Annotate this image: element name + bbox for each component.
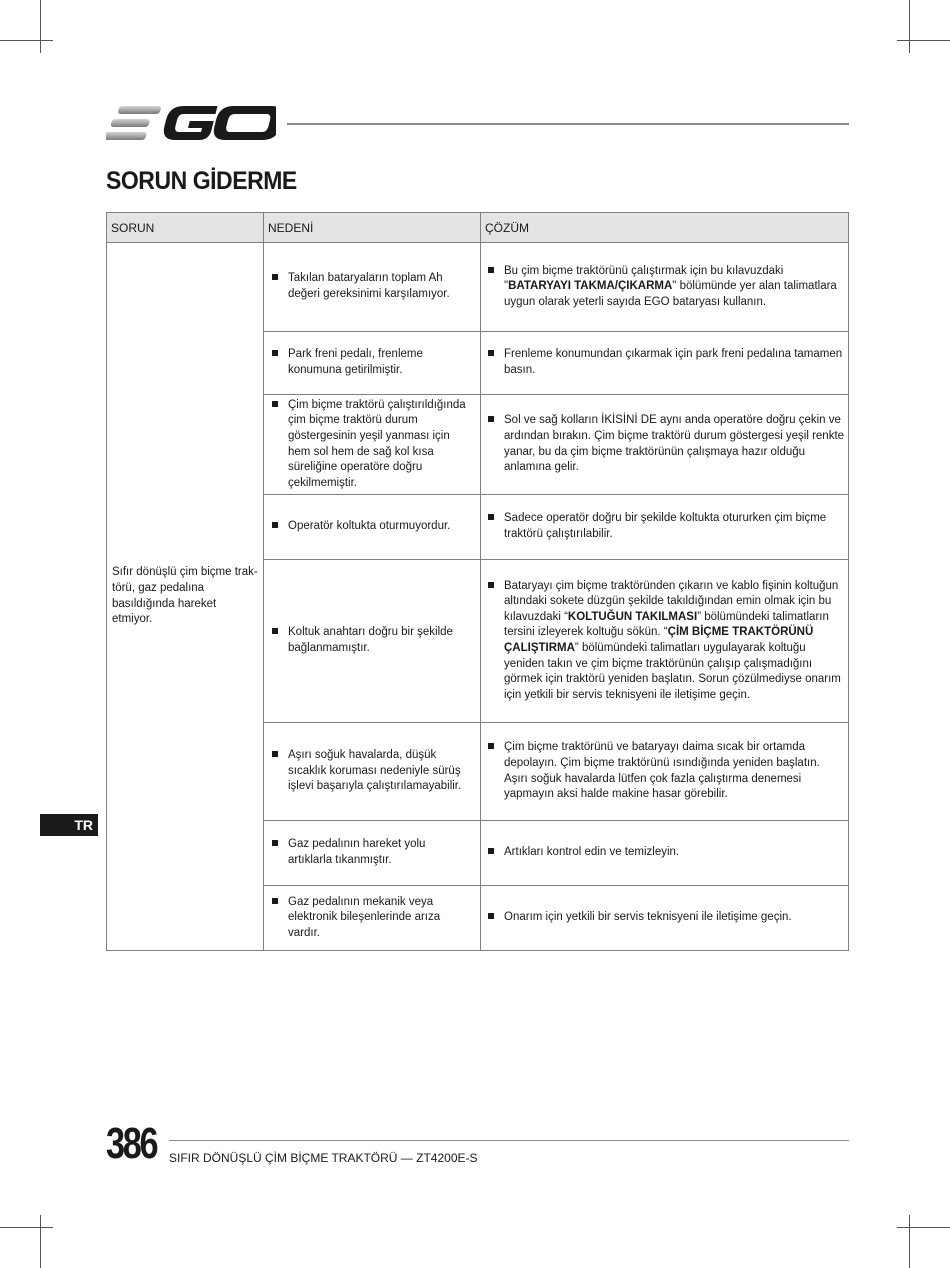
solution-text <box>504 740 845 802</box>
bullet-square-icon <box>272 271 288 285</box>
cause-cell <box>264 495 481 560</box>
bullet-square-icon <box>488 740 504 754</box>
solution-text <box>504 264 845 311</box>
bullet-square-icon <box>272 895 288 909</box>
solution-bullet <box>488 264 845 311</box>
solution-segment: ” bölümündeki talimatları uygulayarak koltuğu yeniden takın ve çim biçme traktörünün çalışıp çalışmadığını görmek için traktörü yeniden başlatın. Sorun çözülmediyse onarım için yetkili bir servis teknisyeni ile iletişime geçin. <box>504 642 841 701</box>
solution-bullet <box>488 740 845 802</box>
bullet-square-icon <box>272 625 288 639</box>
solution-segment: Artıkları kontrol edin ve temizleyin. <box>504 846 680 859</box>
cause-cell <box>264 395 481 495</box>
crop-mark <box>0 40 53 41</box>
cause-text: Takılan bataryaların toplam Ah değeri gereksinimi karşılamıyor. <box>288 272 450 300</box>
bullet-square-icon <box>272 837 288 851</box>
solution-segment: Sadece operatör doğru bir şekilde koltukta otururken çim biçme traktörü çalıştırılabilir. <box>504 512 827 540</box>
cause-text: Çim biçme traktörü çalıştırıldığında çim biçme traktörü durum göstergesinin yeşil yanması için hem sol hem de sağ kol kısa süreliğine operatöre doğru çekilmemiştir. <box>288 398 466 489</box>
crop-mark <box>897 1227 950 1228</box>
cause-cell <box>264 723 481 821</box>
problem-cell: Sıfır dönüşlü çim biçme traktörü, gaz pedalına basıldığında hareket etmiyor. <box>107 243 264 951</box>
solution-cell <box>481 886 849 951</box>
language-tab: TR <box>40 814 98 836</box>
cause-cell <box>264 821 481 886</box>
cause-text: Gaz pedalının mekanik veya elektronik bileşenlerinde arıza vardır. <box>288 895 441 939</box>
page-number: 386 <box>106 1119 157 1168</box>
crop-mark <box>909 1215 910 1268</box>
crop-mark <box>897 40 950 41</box>
crop-mark <box>40 1215 41 1268</box>
solution-text <box>504 910 845 926</box>
solution-segment: KOLTUĞUN TAKILMASI <box>567 610 698 623</box>
solution-text <box>504 347 845 378</box>
solution-segment: " bölümünde yer alan talimatlara uygun olarak yeterli sayıda EGO bataryası kullanın. <box>504 280 837 308</box>
header-solution: ÇÖZÜM <box>481 213 849 243</box>
bullet-square-icon <box>488 910 504 924</box>
bullet-square-icon <box>272 519 288 533</box>
cause-bullet <box>272 519 472 535</box>
cause-cell <box>264 243 481 332</box>
solution-text <box>504 511 845 542</box>
solution-bullet <box>488 413 845 475</box>
solution-segment: Bataryayı çim biçme traktöründen çıkarın ve kablo fişinin koltuğun altındaki sokete düzgün şekilde takıldığından emin olmak için bu kılavuzdaki “ <box>504 579 839 623</box>
header-cause: NEDENİ <box>264 213 481 243</box>
solution-segment: ” bölümündeki talimatların tersini izleyerek koltuğu sökün. “ <box>504 610 829 639</box>
crop-mark <box>40 0 41 53</box>
solution-cell <box>481 243 849 332</box>
cause-bullet <box>272 895 472 942</box>
bullet-square-icon <box>272 347 288 361</box>
ego-logo <box>106 104 276 142</box>
solution-bullet <box>488 579 845 704</box>
bullet-square-icon <box>488 579 504 593</box>
solution-text <box>504 845 845 861</box>
solution-bullet <box>488 910 845 926</box>
solution-text <box>504 579 845 704</box>
solution-cell <box>481 723 849 821</box>
header-problem: SORUN <box>107 213 264 243</box>
bullet-square-icon <box>488 347 504 361</box>
table-header-row <box>107 213 849 243</box>
solution-bullet <box>488 845 845 861</box>
solution-text <box>504 413 845 475</box>
header-rule <box>287 123 849 125</box>
cause-cell <box>264 886 481 951</box>
cause-text: Operatör koltukta oturmuyordur. <box>288 520 451 533</box>
bullet-square-icon <box>272 748 288 762</box>
bullet-square-icon <box>488 511 504 525</box>
cause-bullet <box>272 625 472 656</box>
solution-segment: Bu çim biçme traktörünü çalıştırmak için bu kılavuzdaki " <box>504 264 784 293</box>
footer-title: SIFIR DÖNÜŞLÜ ÇİM BİÇME TRAKTÖRÜ — ZT4200E-S <box>169 1151 478 1165</box>
solution-cell <box>481 821 849 886</box>
solution-cell <box>481 332 849 395</box>
cause-text: Park freni pedalı, frenleme konumuna getirilmiştir. <box>288 348 423 376</box>
crop-mark <box>909 0 910 53</box>
solution-cell <box>481 495 849 560</box>
solution-segment: Sol ve sağ kolların İKİSİNİ DE aynı anda operatöre doğru çekin ve ardından bırakın. Çim biçme traktörü durum göstergesi yeşil renkte yanar, bu da çim biçme traktörünün çalışmaya hazır olduğu anlamına gelir. <box>504 414 845 474</box>
crop-mark <box>0 1227 53 1228</box>
solution-segment: ÇİM BİÇME TRAKTÖRÜNÜ ÇALIŞTIRMA <box>504 626 814 654</box>
solution-segment: Çim biçme traktörünü ve bataryayı daima sıcak bir ortamda depolayın. Çim biçme traktörünü ısındığında yeniden başlatın. Aşırı soğuk havalarda lütfen çok fazla çalıştırma denemesi yapmayın aksi halde makine hasar görebilir. <box>504 741 820 801</box>
cause-bullet <box>272 398 472 492</box>
table-row <box>107 243 849 332</box>
solution-segment: BATARYAYI TAKMA/ÇIKARMA <box>508 280 673 293</box>
bullet-square-icon <box>488 845 504 859</box>
bullet-square-icon <box>488 264 504 278</box>
cause-bullet <box>272 748 472 795</box>
solution-bullet <box>488 347 845 378</box>
cause-bullet <box>272 347 472 378</box>
cause-cell <box>264 560 481 723</box>
cause-text: Gaz pedalının hareket yolu artıklarla tıkanmıştır. <box>288 838 426 866</box>
cause-text: Aşırı soğuk havalarda, düşük sıcaklık koruması nedeniyle sürüş işlevi başarıyla çalıştırılamayabilir. <box>288 749 462 793</box>
solution-cell <box>481 395 849 495</box>
cause-cell <box>264 332 481 395</box>
solution-segment: Onarım için yetkili bir servis teknisyeni ile iletişime geçin. <box>504 911 792 924</box>
page-title: SORUN GİDERME <box>106 167 297 195</box>
bullet-square-icon <box>488 413 504 427</box>
cause-text: Koltuk anahtarı doğru bir şekilde bağlanmamıştır. <box>288 626 453 654</box>
solution-segment: Frenleme konumundan çıkarmak için park freni pedalına tamamen basın. <box>504 348 843 376</box>
footer-rule <box>169 1140 849 1141</box>
cause-bullet <box>272 837 472 868</box>
bullet-square-icon <box>272 398 288 412</box>
solution-bullet <box>488 511 845 542</box>
solution-cell <box>481 560 849 723</box>
cause-bullet <box>272 271 472 302</box>
troubleshooting-table <box>106 212 849 951</box>
